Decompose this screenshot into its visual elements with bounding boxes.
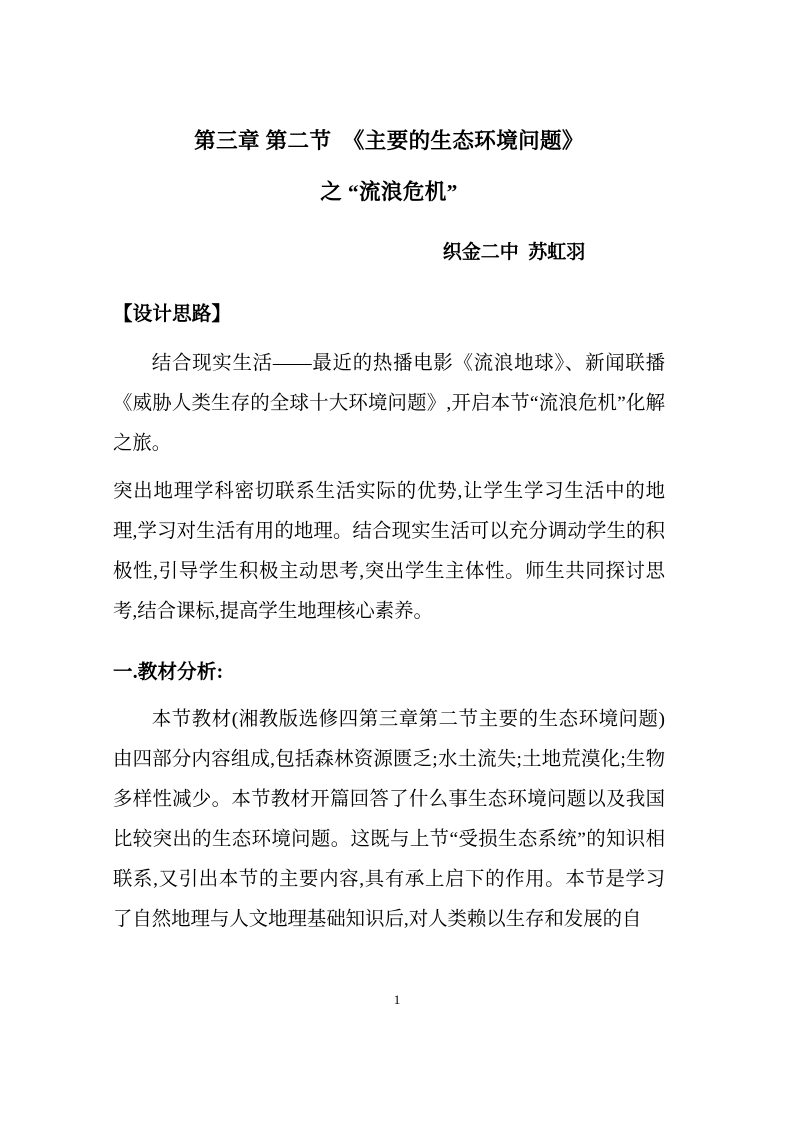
document-title-line-1: 第三章 第二节 《主要的生态环境问题》	[194, 129, 584, 153]
document-author: 织金二中 苏虹羽	[442, 242, 586, 263]
page-number: 1	[393, 992, 401, 1007]
document-title-block	[113, 0, 665, 203]
section-heading-design-approach: 【设计思路】	[113, 304, 232, 325]
document-body	[113, 0, 665, 940]
paragraph-design-1: 结合现实生活——最近的热播电影《流浪地球》、新闻联播《威胁人类生存的全球十大环境问题》,开启本节“流浪危机”化解之旅。	[113, 352, 665, 454]
document-title-line-2: 之 “流浪危机”	[320, 179, 458, 204]
section-heading-textbook-analysis: 一.教材分析:	[113, 661, 224, 683]
paragraph-design-2: 突出地理学科密切联系生活实际的优势,让学生学习生活中的地理,学习对生活有用的地理。结合现实生活可以充分调动学生的积极性,引导学生积极主动思考,突出学生主体性。师生共同探讨思考,结合课标,提高学生地理核心素养。	[113, 480, 665, 622]
paragraph-analysis-1: 本节教材(湘教版选修四第三章第二节主要的生态环境问题)由四部分内容组成,包括森林资源匮乏;水土流失;土地荒漠化;生物多样性减少。本节教材开篇回答了什么事生态环境问题以及我国比较突出的生态环境问题。这既与上节“受损生态系统”的知识相联系,又引出本节的主要内容,具有承上启下的作用。本节是学习了自然地理与人文地理基础知识后,对人类赖以生存和发展的自	[113, 709, 665, 930]
